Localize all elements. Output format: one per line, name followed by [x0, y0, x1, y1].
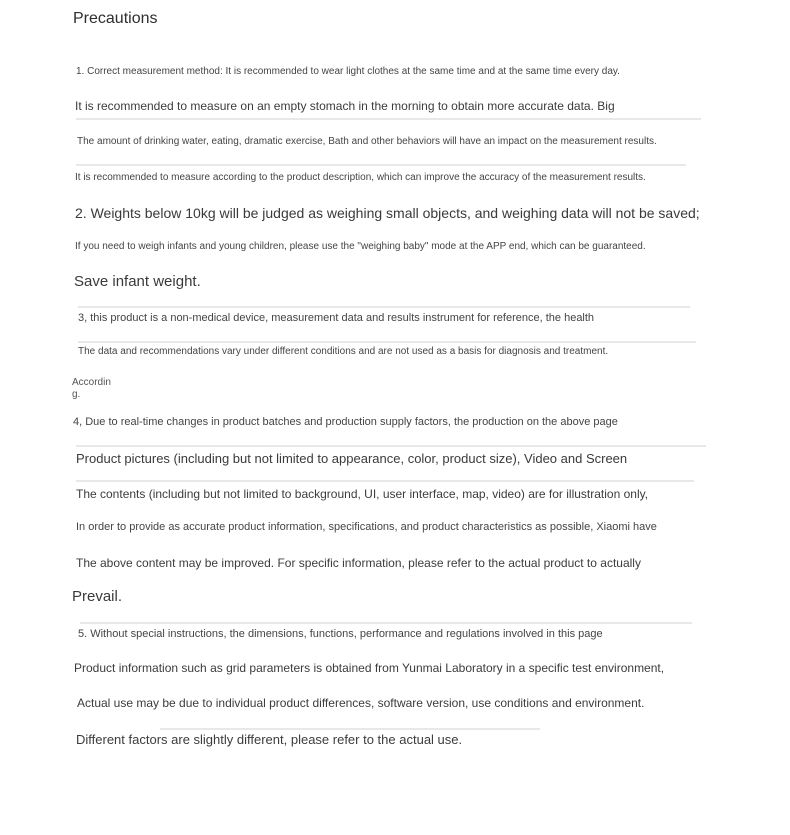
text-line-1: 1. Correct measurement method: It is recommended to wear light clothes at the same time and at the same time every day. — [76, 66, 620, 77]
text-fragment: Accordin g. — [72, 377, 111, 400]
text-line-11: Product pictures (including but not limited to appearance, color, product size), Video and Screen — [76, 451, 628, 466]
text-line-10: 4, Due to real-time changes in product batches and production supply factors, the production on the above page — [73, 416, 618, 428]
text-line-13: In order to provide as accurate product information, specifications, and product characteristics as possible, Xiaomi have — [76, 521, 657, 533]
text-line-19: Different factors are slightly different, please refer to the actual use. — [76, 732, 463, 747]
text-line-18: Actual use may be due to individual product differences, software version, use conditions and environment. — [77, 696, 645, 710]
text-line-4: It is recommended to measure according to the product description, which can improve the accuracy of the measurement results. — [75, 172, 646, 183]
text-line-8: 3, this product is a non-medical device, measurement data and results instrument for reference, the health — [78, 312, 595, 324]
text-line-16: 5. Without special instructions, the dimensions, functions, performance and regulations involved in this page — [78, 628, 603, 640]
smudge — [78, 341, 696, 343]
text-line-3: The amount of drinking water, eating, dramatic exercise, Bath and other behaviors will have an impact on the measurement results. — [77, 136, 657, 147]
text-line-14: The above content may be improved. For specific information, please refer to the actual product to actually — [76, 556, 641, 570]
smudge — [76, 118, 701, 120]
text-line-17: Product information such as grid parameters is obtained from Yunmai Laboratory in a specific test environment, — [74, 661, 665, 675]
text-line-5: 2. Weights below 10kg will be judged as weighing small objects, and weighing data will not be saved; — [75, 205, 700, 221]
text-line-9: The data and recommendations vary under different conditions and are not used as a basis for diagnosis and treatment. — [78, 346, 609, 357]
text-line-12: The contents (including but not limited to background, UI, user interface, map, video) are for illustration only, — [76, 487, 649, 501]
text-line-6: If you need to weigh infants and young children, please use the "weighing baby" mode at the APP end, which can be guaranteed. — [75, 241, 646, 252]
smudge — [80, 622, 692, 624]
smudge — [160, 728, 540, 730]
smudge — [76, 480, 694, 482]
text-line-7: Save infant weight. — [74, 273, 201, 290]
text-line-2: It is recommended to measure on an empty stomach in the morning to obtain more accurate data. Big — [75, 99, 615, 113]
text-line-15: Prevail. — [72, 588, 123, 605]
smudge — [76, 445, 706, 447]
smudge — [78, 306, 690, 308]
smudge — [76, 164, 686, 166]
page-title: Precautions — [73, 10, 158, 27]
